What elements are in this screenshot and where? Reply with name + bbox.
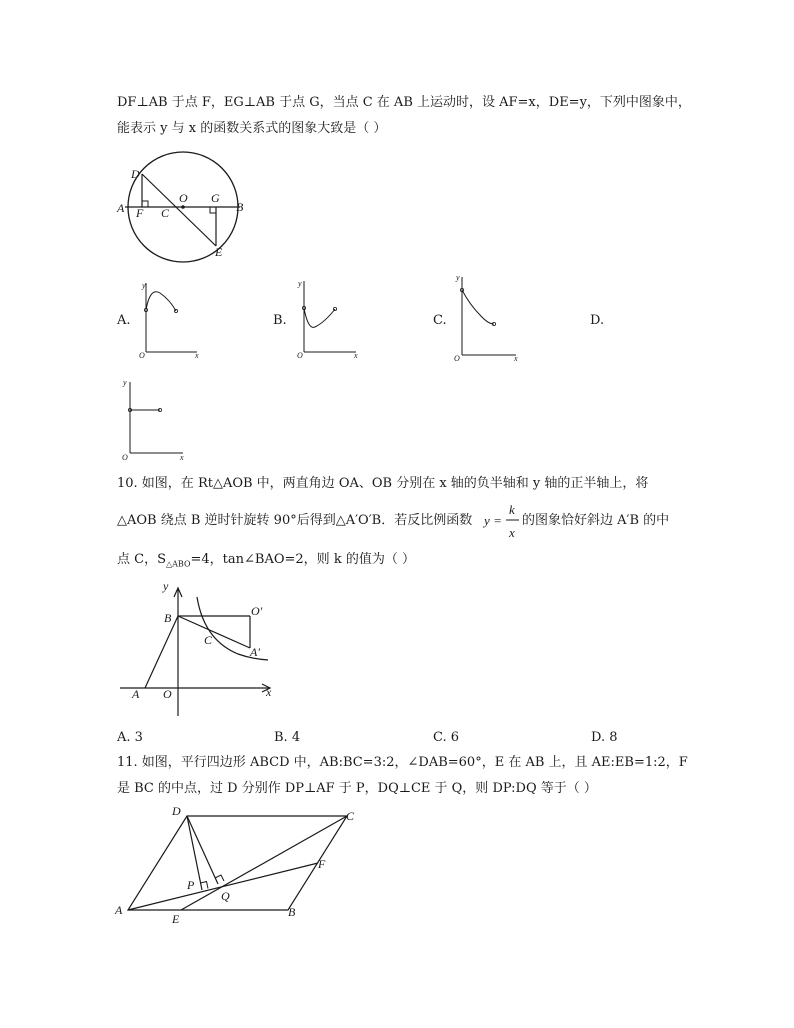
q9-text-line1: DF⊥AB 于点 F，EG⊥AB 于点 G，当点 C 在 AB 上运动时，设 AF=x，DE=y，下列中图象中， <box>117 95 691 110</box>
q10-formula-den: x <box>509 525 515 540</box>
q11-text-line2: 是 BC 的中点，过 D 分别作 DP⊥AF 于 P，DQ⊥CE 于 Q，则 DP:DQ 等于（ ） <box>117 781 597 796</box>
q10-option-c: C. 6 <box>433 730 460 745</box>
q9-label-A: A <box>117 201 125 215</box>
q11-label-C: C <box>346 809 355 823</box>
q9-graph-c-x: x <box>514 354 518 363</box>
q10-text-line3-pre: 点 C，S <box>117 552 166 567</box>
q11-label-E: E <box>172 912 180 926</box>
q9-label-O: O <box>179 191 188 205</box>
q10-text-line3-sub: △ABO <box>166 559 191 569</box>
q9-graph-a-y: y <box>142 281 146 290</box>
q10-text-line2-post: 的图象恰好斜边 A′B 的中 <box>522 513 670 528</box>
q9-graph-a-o: O <box>139 351 145 360</box>
q9-option-a-letter: A. <box>117 313 131 328</box>
q10-label-x: x <box>266 685 272 699</box>
q9-label-E: E <box>215 245 223 259</box>
q9-label-F: F <box>136 206 144 220</box>
q9-graph-c-y: y <box>456 273 460 282</box>
q10-formula-num: k <box>509 502 515 517</box>
q10-label-B: B <box>164 611 172 625</box>
q9-graph-d-o: O <box>122 453 128 462</box>
q9-graph-d-y: y <box>123 378 127 387</box>
q9-label-G: G <box>211 191 220 205</box>
q10-option-d: D. 8 <box>591 730 618 745</box>
q11-label-P: P <box>187 878 195 892</box>
q11-label-Q: Q <box>221 889 230 903</box>
q9-graph-b-x: x <box>354 351 358 360</box>
q10-text-line1: 10. 如图，在 Rt△AOB 中，两直角边 OA、OB 分别在 x 轴的负半轴和 y 轴的正半轴上，将 <box>117 476 649 491</box>
q9-label-C: C <box>161 206 170 220</box>
q10-label-O-prime: O′ <box>251 604 263 618</box>
q9-graph-c-o: O <box>454 354 460 363</box>
q10-option-b: B. 4 <box>274 730 301 745</box>
q11-label-F: F <box>318 857 326 871</box>
q9-graph-d-x: x <box>180 453 184 462</box>
q9-graph-b-y: y <box>298 279 302 288</box>
q9-option-b-letter: B. <box>273 313 287 328</box>
q10-text-line3-post: =4，tan∠BAO=2，则 k 的值为（ ） <box>190 552 415 567</box>
q10-formula-eq: = <box>494 513 502 528</box>
q10-label-C: C <box>204 633 213 647</box>
q11-label-D: D <box>172 804 181 818</box>
q10-text-line2-pre: △AOB 绕点 B 逆时针旋转 90°后得到△A′O′B．若反比例函数 <box>117 513 473 528</box>
q11-label-A: A <box>115 903 123 917</box>
q10-label-A: A <box>132 687 140 701</box>
q10-label-A-prime: A′ <box>250 645 260 659</box>
q9-text-line2: 能表示 y 与 x 的函数关系式的图象大致是（ ） <box>117 121 387 136</box>
q10-label-O: O <box>163 687 172 701</box>
q11-text-line1: 11. 如图，平行四边形 ABCD 中，AB:BC=3:2，∠DAB=60°，E 在 AB 上，且 AE:EB=1:2，F <box>117 755 688 770</box>
q11-label-B: B <box>288 905 296 919</box>
q9-label-D: D <box>131 167 140 181</box>
q9-option-d-letter: D. <box>590 313 605 328</box>
q10-option-a: A. 3 <box>117 730 143 745</box>
q9-graph-b-o: O <box>297 351 303 360</box>
q9-label-B: B <box>236 200 244 214</box>
q10-formula-y: y <box>484 513 490 528</box>
q9-graph-a-x: x <box>195 351 199 360</box>
q9-option-c-letter: C. <box>433 313 447 328</box>
q10-label-y: y <box>163 579 169 593</box>
